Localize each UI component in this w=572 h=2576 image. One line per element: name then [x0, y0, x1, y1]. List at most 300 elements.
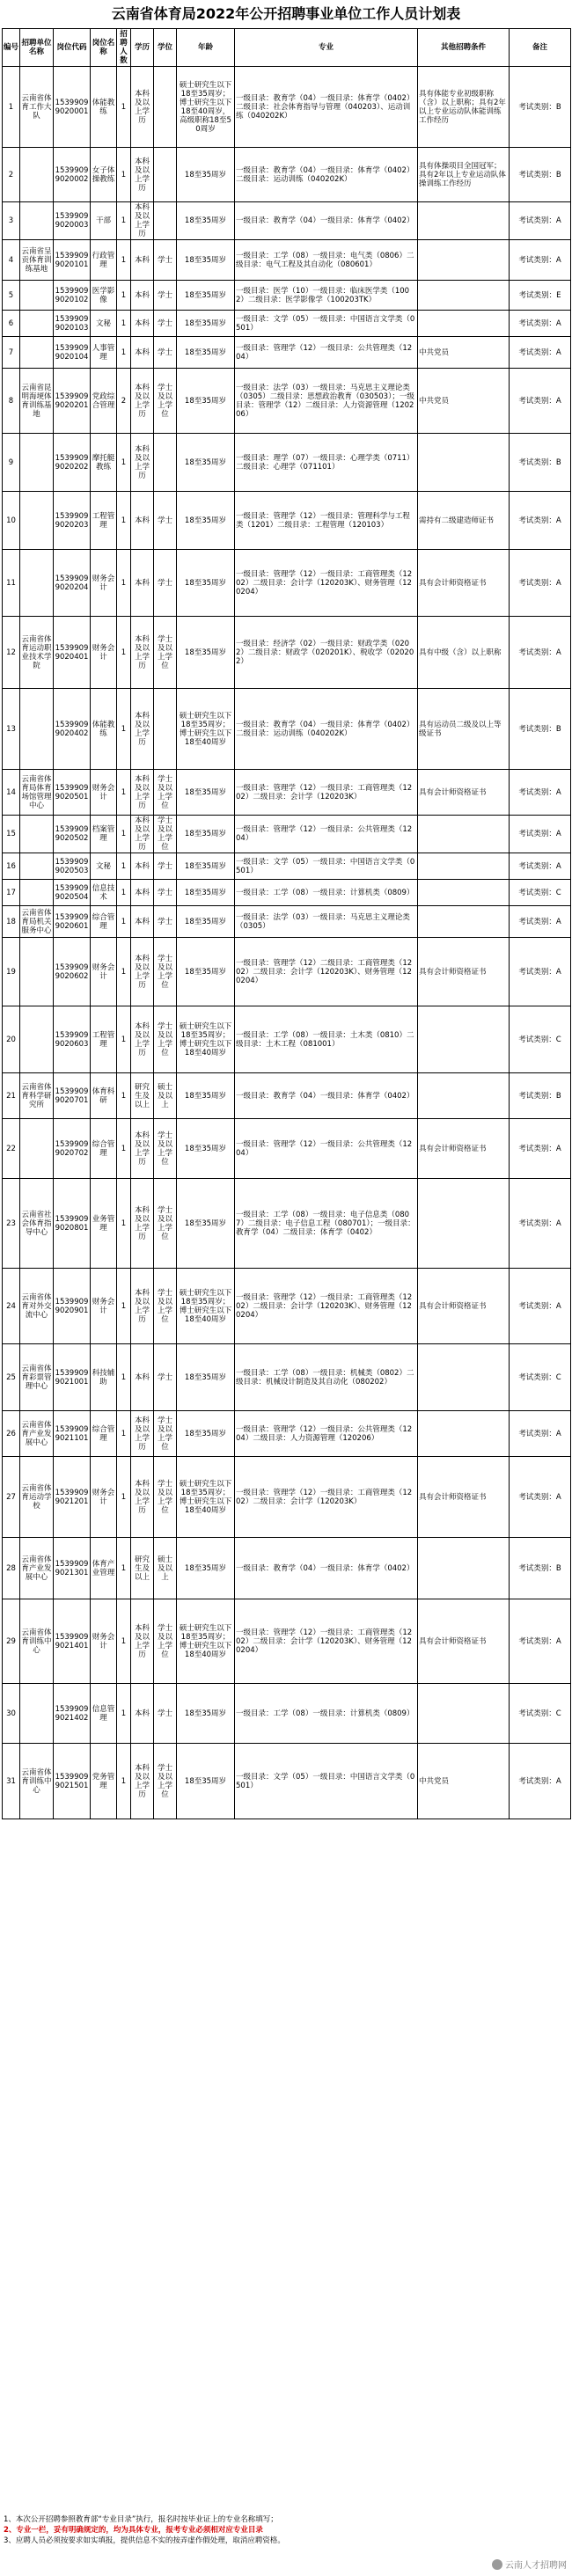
row-education: 本科及以上学历 — [131, 1599, 154, 1684]
row-remark: 考试类别：B — [510, 67, 571, 148]
row-position: 摩托艇教练 — [91, 434, 117, 492]
row-conditions — [418, 1538, 510, 1599]
row-remark: 考试类别：A — [510, 311, 571, 337]
row-degree: 学士 — [154, 337, 177, 369]
row-age: 18至35周岁 — [177, 770, 235, 816]
row-unit: 云南省体育工作大队 — [20, 67, 54, 148]
row-degree: 学士及以上学位 — [154, 1179, 177, 1269]
row-conditions — [418, 1684, 510, 1744]
row-remark: 考试类别：A — [510, 770, 571, 816]
row-age: 18至35周岁 — [177, 1119, 235, 1179]
row-number: 8 — [3, 369, 20, 434]
row-age: 18至35周岁 — [177, 434, 235, 492]
row-unit — [20, 880, 54, 906]
table-row — [3, 434, 571, 492]
row-conditions: 具有会计师资格证书 — [418, 770, 510, 816]
row-major: 一级目录：管理学（12）一级目录：工商管理类（1202）二级目录：会计学（120203K）、财务管理（120204） — [235, 1599, 418, 1684]
header-unit: 招聘单位名称 — [20, 29, 54, 67]
row-unit: 云南省呈贡体育训练基地 — [20, 240, 54, 281]
row-count: 1 — [117, 1344, 131, 1411]
row-major: 一级目录：教育学（04）一级目录：体育学（0402）二级目录：运动训练（040202K） — [235, 148, 418, 202]
row-unit: 云南省体育科学研究所 — [20, 1073, 54, 1119]
row-major: 一级目录：管理学（12）一级目录：工商管理类（1202）二级目录：会计学（120203K） — [235, 1457, 418, 1538]
row-major: 一级目录：文学（05）一级目录：中国语言文学类（0501） — [235, 311, 418, 337]
row-conditions — [418, 816, 510, 853]
table-row — [3, 1411, 571, 1457]
header-count: 招聘人数 — [117, 29, 131, 67]
table-row — [3, 617, 571, 689]
row-code: 15399099020203 — [54, 492, 91, 550]
table-row — [3, 337, 571, 369]
row-education: 本科及以上学历 — [131, 816, 154, 853]
table-row — [3, 67, 571, 148]
row-code: 15399099020002 — [54, 148, 91, 202]
row-unit — [20, 550, 54, 617]
row-number: 11 — [3, 550, 20, 617]
row-major: 一级目录：管理学（12）一级目录：工商管理类（1202）二级目录：会计学（120203K）、财务管理（120204） — [235, 550, 418, 617]
row-conditions: 中共党员 — [418, 369, 510, 434]
row-conditions — [418, 434, 510, 492]
row-count: 1 — [117, 1006, 131, 1073]
row-major: 一级目录：管理学（12）一级目录：公共管理类（1204）二级目录：人力资源管理（120206） — [235, 1411, 418, 1457]
row-code: 15399099020602 — [54, 938, 91, 1006]
row-degree: 学士 — [154, 240, 177, 281]
row-position: 干部 — [91, 202, 117, 240]
row-major: 一级目录：教育学（04）一级目录：体育学（0402） — [235, 1538, 418, 1599]
row-major: 一级目录：管理学（12）一级目录：公共管理类（1204） — [235, 1119, 418, 1179]
table-row — [3, 880, 571, 906]
row-count: 1 — [117, 337, 131, 369]
row-remark: 考试类别：A — [510, 550, 571, 617]
row-degree: 学士 — [154, 853, 177, 880]
table-row — [3, 550, 571, 617]
row-code: 15399099020901 — [54, 1269, 91, 1344]
row-code: 15399099020801 — [54, 1179, 91, 1269]
row-age: 18至35周岁 — [177, 1344, 235, 1411]
row-conditions: 具有会计师资格证书 — [418, 1119, 510, 1179]
row-age: 硕士研究生以下18至35周岁；博士研究生以下18至40周岁 — [177, 1269, 235, 1344]
row-remark: 考试类别：C — [510, 1344, 571, 1411]
row-unit — [20, 148, 54, 202]
row-degree: 学士 — [154, 492, 177, 550]
recruitment-table — [2, 28, 571, 1819]
table-row — [3, 492, 571, 550]
row-position: 文秘 — [91, 853, 117, 880]
row-count: 1 — [117, 434, 131, 492]
row-education: 本科 — [131, 492, 154, 550]
row-conditions: 具有中级（含）以上职称 — [418, 617, 510, 689]
row-unit — [20, 202, 54, 240]
row-age: 18至35周岁 — [177, 906, 235, 938]
row-major: 一级目录：工学（08）一级目录：电子信息类（0807）二级目录：电子信息工程（080701）；一级目录：教育学（04）二级目录：体育学（0402） — [235, 1179, 418, 1269]
row-position: 工程管理 — [91, 492, 117, 550]
row-age: 18至35周岁 — [177, 853, 235, 880]
row-remark: 考试类别：A — [510, 1411, 571, 1457]
footnote-2: 2、专业一栏，妥有明确规定的，均为具体专业，报考专业必须相对应专业目录 — [4, 2526, 263, 2535]
row-age: 18至35周岁 — [177, 880, 235, 906]
row-count: 1 — [117, 1457, 131, 1538]
row-count: 1 — [117, 1538, 131, 1599]
row-degree — [154, 148, 177, 202]
header-education: 学历 — [131, 29, 154, 67]
row-position: 财务会计 — [91, 938, 117, 1006]
row-code: 15399099020603 — [54, 1006, 91, 1073]
row-major: 一级目录：教育学（04）一级目录：体育学（0402）二级目录：社会体育指导与管理（040203）、运动训练（040202K） — [235, 67, 418, 148]
row-unit — [20, 1684, 54, 1744]
row-count: 1 — [117, 550, 131, 617]
row-position: 综合管理 — [91, 906, 117, 938]
row-age: 硕士研究生以下18至35周岁；博士研究生以下18至40周岁，高级职称18至50周岁 — [177, 67, 235, 148]
row-major: 一级目录：管理学（12）二级目录：工商管理类（1202）二级目录：会计学（120203K）、财务管理（120204） — [235, 938, 418, 1006]
row-major: 一级目录：管理学（12）一级目录：工商管理类（1202）二级目录：会计学（120203K） — [235, 770, 418, 816]
header-code: 岗位代码 — [54, 29, 91, 67]
row-major: 一级目录：医学（10）一级目录：临床医学类（1002）二级目录：医学影像学（100203TK） — [235, 281, 418, 311]
row-age: 18至35周岁 — [177, 1179, 235, 1269]
row-position: 党政综合管理 — [91, 369, 117, 434]
row-degree: 学士 — [154, 880, 177, 906]
row-remark: 考试类别：C — [510, 1006, 571, 1073]
row-age: 18至35周岁 — [177, 816, 235, 853]
row-number: 5 — [3, 281, 20, 311]
row-degree: 学士及以上学位 — [154, 1599, 177, 1684]
row-major: 一级目录：文学（05）一级目录：中国语言文学类（0501） — [235, 1744, 418, 1819]
row-degree: 学士 — [154, 1684, 177, 1744]
row-major: 一级目录：管理学（12）一级目录：公共管理类（1204） — [235, 337, 418, 369]
row-major: 一级目录：工学（08）一级目录：电气类（0806）二级目录：电气工程及其自动化（080601） — [235, 240, 418, 281]
row-position: 财务会计 — [91, 1457, 117, 1538]
row-remark: 考试类别：A — [510, 1119, 571, 1179]
row-conditions: 具有会计师资格证书 — [418, 1457, 510, 1538]
row-code: 15399099020402 — [54, 689, 91, 770]
row-major: 一级目录：工学（08）一级目录：计算机类（0809） — [235, 880, 418, 906]
table-row — [3, 816, 571, 853]
row-unit: 云南省体育运动职业技术学院 — [20, 617, 54, 689]
row-conditions: 需持有二级建造师证书 — [418, 492, 510, 550]
row-degree: 硕士及以上 — [154, 1073, 177, 1119]
row-count: 1 — [117, 202, 131, 240]
row-education: 本科及以上学历 — [131, 1006, 154, 1073]
row-code: 15399099020102 — [54, 281, 91, 311]
row-degree: 学士 — [154, 550, 177, 617]
row-major: 一级目录：管理学（12）一级目录：管理科学与工程类（1201）二级目录：工程管理（120103） — [235, 492, 418, 550]
row-count: 1 — [117, 67, 131, 148]
row-education: 本科及以上学历 — [131, 938, 154, 1006]
row-count: 1 — [117, 148, 131, 202]
row-degree: 学士及以上学位 — [154, 1269, 177, 1344]
row-degree: 学士及以上学位 — [154, 1457, 177, 1538]
row-position: 综合管理 — [91, 1119, 117, 1179]
row-degree: 学士及以上学位 — [154, 617, 177, 689]
row-number: 30 — [3, 1684, 20, 1744]
footnote-3: 3、应聘人员必须按要求如实填报，提供信息不实的按弄虚作假处理，取消应聘资格。 — [4, 2536, 285, 2545]
row-remark: 考试类别：B — [510, 1538, 571, 1599]
table-row — [3, 1599, 571, 1684]
row-conditions: 具有体能专业初级职称（含）以上职称；具有2年以上专业运动队体能训练工作经历 — [418, 67, 510, 148]
row-remark: 考试类别：A — [510, 1179, 571, 1269]
row-degree: 学士及以上学位 — [154, 369, 177, 434]
table-row — [3, 1006, 571, 1073]
row-age: 18至35周岁 — [177, 337, 235, 369]
row-education: 本科及以上学历 — [131, 1411, 154, 1457]
row-count: 1 — [117, 816, 131, 853]
row-unit: 云南省体育运动学校 — [20, 1457, 54, 1538]
table-row — [3, 1269, 571, 1344]
row-conditions: 中共党员 — [418, 337, 510, 369]
table-row — [3, 1344, 571, 1411]
row-remark: 考试类别：A — [510, 906, 571, 938]
row-count: 1 — [117, 1269, 131, 1344]
row-major: 一级目录：教育学（04）一级目录：体育学（0402） — [235, 202, 418, 240]
row-age: 18至35周岁 — [177, 550, 235, 617]
row-age: 18至35周岁 — [177, 311, 235, 337]
row-code: 15399099020003 — [54, 202, 91, 240]
row-position: 行政管理 — [91, 240, 117, 281]
header-conditions: 其他招聘条件 — [418, 29, 510, 67]
row-conditions — [418, 880, 510, 906]
row-major: 一级目录：教育学（04）一级目录：体育学（0402）二级目录：运动训练（040202K） — [235, 689, 418, 770]
row-education: 本科及以上学历 — [131, 202, 154, 240]
row-code: 15399099020401 — [54, 617, 91, 689]
row-education: 本科及以上学历 — [131, 689, 154, 770]
row-conditions: 具有运动员二级及以上等级证书 — [418, 689, 510, 770]
row-remark: 考试类别：B — [510, 148, 571, 202]
table-row — [3, 240, 571, 281]
footnotes — [4, 2514, 496, 2546]
row-code: 15399099020103 — [54, 311, 91, 337]
row-conditions — [418, 1179, 510, 1269]
row-remark: 考试类别：A — [510, 369, 571, 434]
row-number: 13 — [3, 689, 20, 770]
row-remark: 考试类别：B — [510, 434, 571, 492]
row-education: 本科 — [131, 550, 154, 617]
row-conditions — [418, 281, 510, 311]
row-number: 7 — [3, 337, 20, 369]
row-age: 硕士研究生以下18至35周岁；博士研究生以下18至40周岁 — [177, 1599, 235, 1684]
row-education: 本科 — [131, 337, 154, 369]
row-number: 23 — [3, 1179, 20, 1269]
row-age: 18至35周岁 — [177, 281, 235, 311]
row-conditions — [418, 1411, 510, 1457]
table-row — [3, 148, 571, 202]
row-position: 信息管理 — [91, 1684, 117, 1744]
row-degree: 硕士及以上 — [154, 1538, 177, 1599]
row-age: 18至35周岁 — [177, 202, 235, 240]
row-education: 本科及以上学历 — [131, 617, 154, 689]
table-row — [3, 311, 571, 337]
row-unit — [20, 853, 54, 880]
row-count: 1 — [117, 1411, 131, 1457]
row-degree: 学士 — [154, 311, 177, 337]
table-row — [3, 1073, 571, 1119]
row-code: 15399099021401 — [54, 1599, 91, 1684]
row-unit — [20, 281, 54, 311]
row-number: 26 — [3, 1411, 20, 1457]
row-number: 22 — [3, 1119, 20, 1179]
row-unit — [20, 311, 54, 337]
row-unit: 云南省体育局体育场馆管理中心 — [20, 770, 54, 816]
row-unit — [20, 816, 54, 853]
row-remark: 考试类别：A — [510, 1269, 571, 1344]
row-education: 本科及以上学历 — [131, 369, 154, 434]
row-number: 9 — [3, 434, 20, 492]
row-education: 研究生及以上 — [131, 1538, 154, 1599]
row-count: 1 — [117, 1179, 131, 1269]
row-age: 18至35周岁 — [177, 617, 235, 689]
row-number: 16 — [3, 853, 20, 880]
row-number: 1 — [3, 67, 20, 148]
row-major: 一级目录：管理学（12）一级目录：公共管理类（1204） — [235, 816, 418, 853]
row-position: 信息技术 — [91, 880, 117, 906]
row-code: 15399099020202 — [54, 434, 91, 492]
row-remark: 考试类别：B — [510, 1073, 571, 1119]
row-position: 体育科研 — [91, 1073, 117, 1119]
row-code: 15399099020503 — [54, 853, 91, 880]
row-unit: 云南省社会体育指导中心 — [20, 1179, 54, 1269]
row-number: 6 — [3, 311, 20, 337]
table-row — [3, 1538, 571, 1599]
row-conditions: 具有会计师资格证书 — [418, 1269, 510, 1344]
row-education: 本科 — [131, 1344, 154, 1411]
row-remark: 考试类别：A — [510, 617, 571, 689]
row-number: 24 — [3, 1269, 20, 1344]
row-position: 体能教练 — [91, 689, 117, 770]
row-degree — [154, 202, 177, 240]
row-unit — [20, 337, 54, 369]
footnote-1: 1、本次公开招聘参照教育部“专业目录”执行，报名时按毕业证上的专业名称填写； — [4, 2515, 278, 2524]
row-education: 本科及以上学历 — [131, 1179, 154, 1269]
row-code: 15399099020504 — [54, 880, 91, 906]
row-degree: 学士 — [154, 281, 177, 311]
row-count: 1 — [117, 1744, 131, 1819]
table-row — [3, 281, 571, 311]
table-row — [3, 1457, 571, 1538]
row-degree: 学士及以上学位 — [154, 1006, 177, 1073]
row-count: 1 — [117, 1684, 131, 1744]
row-code: 15399099021201 — [54, 1457, 91, 1538]
header-position: 岗位名称 — [91, 29, 117, 67]
row-number: 10 — [3, 492, 20, 550]
row-remark: 考试类别：A — [510, 240, 571, 281]
row-position: 财务会计 — [91, 617, 117, 689]
row-number: 28 — [3, 1538, 20, 1599]
row-major: 一级目录：教育学（04）一级目录：体育学（0402） — [235, 1073, 418, 1119]
row-code: 15399099020104 — [54, 337, 91, 369]
row-remark: 考试类别：C — [510, 1684, 571, 1744]
table-row — [3, 938, 571, 1006]
header-remark: 备注 — [510, 29, 571, 67]
row-code: 15399099020501 — [54, 770, 91, 816]
row-education: 本科及以上学历 — [131, 1119, 154, 1179]
row-education: 本科及以上学历 — [131, 1457, 154, 1538]
row-education: 本科及以上学历 — [131, 770, 154, 816]
row-degree: 学士及以上学位 — [154, 1119, 177, 1179]
row-degree: 学士及以上学位 — [154, 816, 177, 853]
row-position: 科技辅助 — [91, 1344, 117, 1411]
row-position: 体能教练 — [91, 67, 117, 148]
row-number: 18 — [3, 906, 20, 938]
row-major: 一级目录：法学（03）一级目录：马克思主义理论类（0305）二级目录：思想政治教育（030503）；一级目录：管理学（12）二级目录：人力资源管理（120206） — [235, 369, 418, 434]
row-remark: 考试类别：B — [510, 689, 571, 770]
row-major: 一级目录：工学（08）一级目录：计算机类（0809） — [235, 1684, 418, 1744]
row-remark: 考试类别：A — [510, 1744, 571, 1819]
row-education: 本科及以上学历 — [131, 434, 154, 492]
row-degree: 学士及以上学位 — [154, 770, 177, 816]
row-major: 一级目录：法学（03）一级目录：马克思主义理论类（0305） — [235, 906, 418, 938]
table-row — [3, 1119, 571, 1179]
row-education: 本科 — [131, 1684, 154, 1744]
row-degree — [154, 67, 177, 148]
watermark-logo-icon — [492, 2559, 502, 2570]
watermark-text: 云南人才招聘网 — [505, 2561, 567, 2571]
row-position: 医学影像 — [91, 281, 117, 311]
row-unit: 云南省体育对外交流中心 — [20, 1269, 54, 1344]
row-education: 研究生及以上 — [131, 1073, 154, 1119]
row-age: 硕士研究生以下18至35周岁；博士研究生以下18至40周岁 — [177, 689, 235, 770]
row-number: 25 — [3, 1344, 20, 1411]
table-row — [3, 1684, 571, 1744]
row-age: 18至35周岁 — [177, 1684, 235, 1744]
row-age: 18至35周岁 — [177, 148, 235, 202]
row-count: 1 — [117, 770, 131, 816]
row-degree: 学士及以上学位 — [154, 1411, 177, 1457]
row-education: 本科及以上学历 — [131, 148, 154, 202]
row-unit: 云南省体育产业发展中心 — [20, 1411, 54, 1457]
row-unit: 云南省体育彩票管理中心 — [20, 1344, 54, 1411]
row-unit: 云南省体育局机关服务中心 — [20, 906, 54, 938]
row-unit — [20, 434, 54, 492]
table-body — [3, 67, 571, 1819]
row-count: 1 — [117, 240, 131, 281]
row-count: 1 — [117, 1119, 131, 1179]
row-conditions: 具有会计师资格证书 — [418, 550, 510, 617]
row-position: 财务会计 — [91, 1599, 117, 1684]
row-age: 18至35周岁 — [177, 1073, 235, 1119]
row-code: 15399099020204 — [54, 550, 91, 617]
row-count: 1 — [117, 880, 131, 906]
row-code: 15399099020601 — [54, 906, 91, 938]
row-number: 31 — [3, 1744, 20, 1819]
watermark — [492, 2558, 567, 2571]
row-conditions — [418, 1006, 510, 1073]
row-number: 29 — [3, 1599, 20, 1684]
row-degree: 学士 — [154, 906, 177, 938]
table-row — [3, 1179, 571, 1269]
page-title: 云南省体育局2022年公开招聘事业单位工作人员计划表 — [111, 5, 461, 22]
row-position: 档案管理 — [91, 816, 117, 853]
row-age: 18至35周岁 — [177, 369, 235, 434]
row-conditions: 具有会计师资格证书 — [418, 938, 510, 1006]
row-age: 18至35周岁 — [177, 492, 235, 550]
row-age: 18至35周岁 — [177, 938, 235, 1006]
row-position: 文秘 — [91, 311, 117, 337]
row-education: 本科 — [131, 853, 154, 880]
row-unit: 云南省体育产业发展中心 — [20, 1538, 54, 1599]
row-unit — [20, 689, 54, 770]
row-remark: 考试类别：A — [510, 853, 571, 880]
row-unit — [20, 1119, 54, 1179]
row-major: 一级目录：文学（05）一级目录：中国语言文学类（0501） — [235, 853, 418, 880]
row-position: 财务会计 — [91, 770, 117, 816]
row-count: 1 — [117, 617, 131, 689]
row-major: 一级目录：工学（08）一级目录：机械类（0802）二级目录：机械设计制造及其自动化（080202） — [235, 1344, 418, 1411]
row-unit — [20, 938, 54, 1006]
row-remark: 考试类别：E — [510, 281, 571, 311]
header-degree: 学位 — [154, 29, 177, 67]
row-remark: 考试类别：A — [510, 816, 571, 853]
row-count: 1 — [117, 311, 131, 337]
table-row — [3, 853, 571, 880]
row-conditions — [418, 202, 510, 240]
